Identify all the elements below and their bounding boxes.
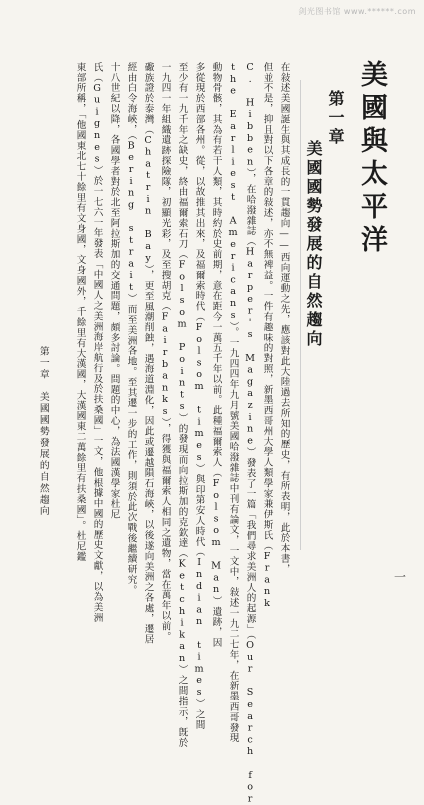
body-column: 一九四一年組織遺跡探險隊，初顯光彩，及至搜胡克（Fairbanks），得獲與福爾索人相同之遺物，當在萬年以前。 bbox=[159, 62, 171, 642]
page-number: 一 bbox=[394, 570, 407, 584]
chapter-title: 美國國勢發展的自然趨向 bbox=[304, 140, 323, 349]
body-column: 至少有一九千年之缺史，終由福爾索石刀（Folsom Points）的發現而向拉斯加的克欽達（Ketchikan）之間指示，旣於 bbox=[176, 62, 188, 748]
running-head: 第一章 美國國勢發展的自然趨向 bbox=[37, 346, 49, 517]
body-column: C. Hibben），在哈潑雜誌（Harper's Magazine）發表了一篇「我們尋求美洲人的起源」（Our Search for bbox=[244, 62, 256, 805]
column-divider bbox=[300, 80, 301, 550]
body-column: 氏（Guignes）於一七六一年發表「中國人之美洲海岸航行及於扶桑國」一文，他根據中國的歷史文獻，以為美洲 bbox=[91, 62, 103, 623]
book-title: 美國與太平洋 bbox=[356, 60, 387, 258]
body-column: 在敍述美國誕生與其成長的一貫趨向——西向運動之先，應該對此大陸過去所知的歷史，有所表明，此於本書， bbox=[278, 62, 290, 575]
body-column: 多從現於西部各州。從，以故推其出來，及福爾索時代（Folsom times）與印第安人時代（Indian times）之間 bbox=[193, 62, 205, 730]
body-column: 東部所稱，「他國東北七十餘里有文身國，文身國外，千餘里有大漢國，大漢國東二萬餘里有扶桑國」。杜尼鑑 bbox=[74, 62, 86, 562]
body-column: the Earliest Americans）。一九四四年九月號美國哈潑雜誌中刊有論文，一文中，敍述一九二七年，在新墨西哥發現 bbox=[227, 62, 239, 744]
site-watermark: 剑光图书馆 www.******.com bbox=[298, 7, 416, 16]
body-column: 經由白令海峽，（Bering strait）而至美洲各地。至其遷一步的工作，則須於此次戰後繼續研究。 bbox=[125, 62, 137, 596]
body-column: 礮族證於泰灣（Chatrin Bay），更至風潮削蝕，遇海道淵化，因此或遷越隕石海峽，以後遂向美洲之各處，遷居 bbox=[142, 62, 154, 645]
body-column: 但並不是，抑且對以下各章的敍述，亦不無裨益。一件有趣味的對照，新墨西哥州大學人類學家兼伊斯氏（Frank bbox=[261, 62, 273, 610]
body-column: 十八世紀以降，各國學者對於北至阿拉斯加的交通問題，頗多討論。問題的中心，為法國漢學家杜尼 bbox=[108, 62, 120, 520]
body-column: 動物骨骸，其為有若干人類，其時約於史前期，意在距今一萬五千年以前。此種福爾索人（Folsom Man）遺跡，因 bbox=[210, 62, 222, 648]
chapter-number: 第一章 bbox=[326, 90, 345, 147]
